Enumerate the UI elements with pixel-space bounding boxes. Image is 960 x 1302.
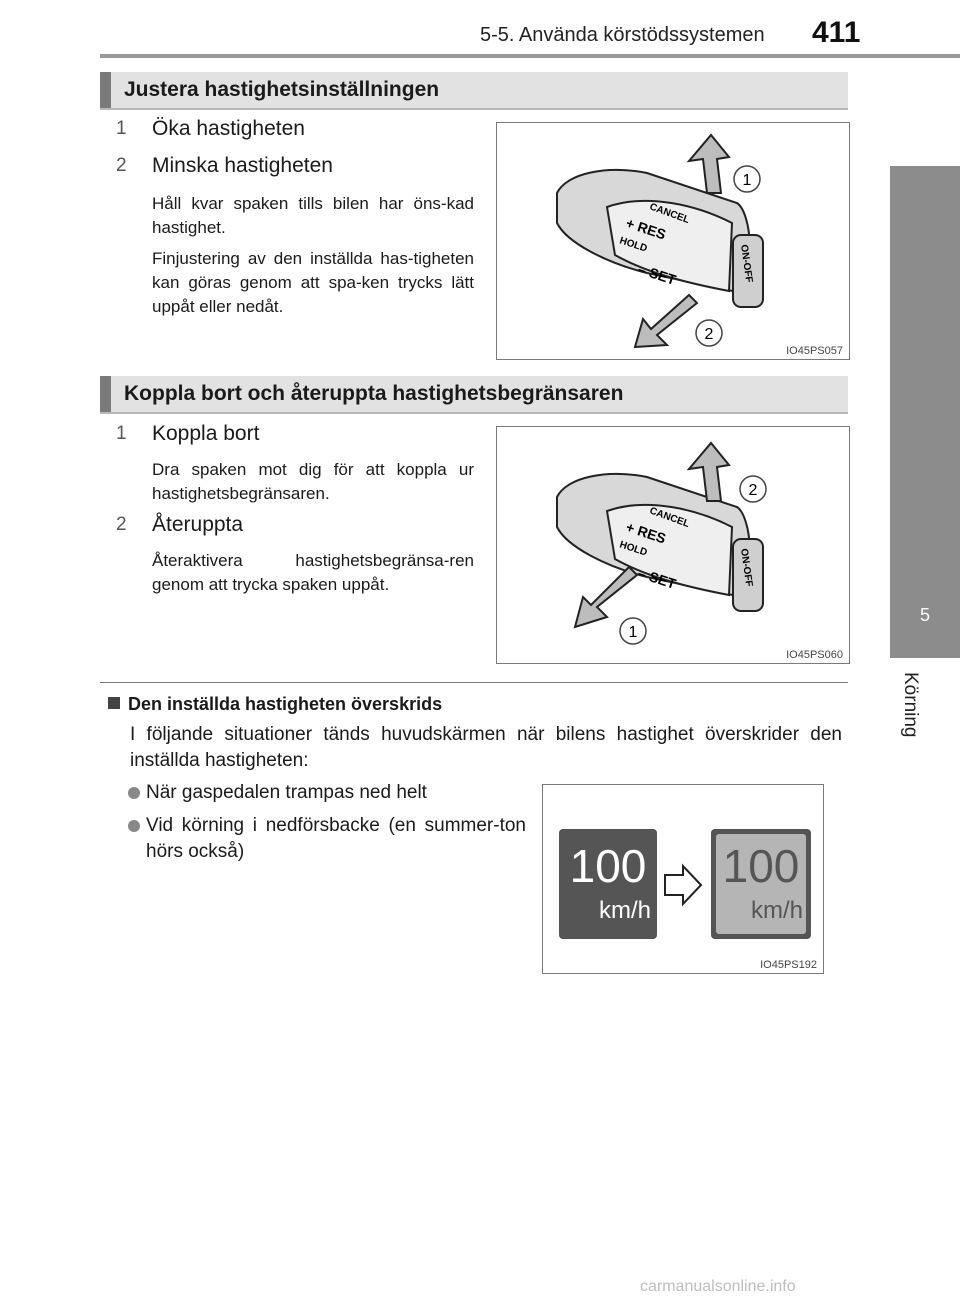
hold-label: HOLD [618, 539, 649, 559]
page-number: 411 [812, 16, 861, 49]
paragraph-hold-lever: Håll kvar spaken tills bilen har öns-kad hastighet. [152, 194, 474, 237]
onoff-label: ON-OFF [738, 547, 755, 588]
item-title-increase-speed: Öka hastigheten [152, 117, 305, 140]
watermark: carmanualsonline.info [640, 1278, 796, 1295]
onoff-label: ON-OFF [738, 243, 755, 284]
res-label: + RES [624, 214, 668, 243]
chapter-number: 5 [919, 605, 930, 625]
figure-code: IO45PS060 [786, 649, 843, 661]
arrow-down-icon [635, 295, 697, 347]
arrow-pull-icon [575, 567, 637, 627]
arrow-right-icon [663, 863, 703, 907]
callout-up: 1 [742, 172, 752, 189]
subheading-speed-exceeded: Den inställda hastigheten överskrids [108, 694, 442, 715]
speed-display-highlighted: 100 km/h [711, 829, 811, 939]
set-label: – SET [636, 564, 679, 592]
figure-speed-display [542, 784, 824, 974]
paragraph-speed-exceeded: I följande situationer tänds huvudskärmen när bilens hastighet överskrider den inställda hastigheten: [130, 724, 842, 771]
lever-illustration [497, 123, 849, 359]
running-header-section: 5-5. Använda körstödssystemen [480, 24, 765, 46]
bullet-icon [128, 787, 140, 799]
item-number: 1 [116, 423, 127, 444]
section-heading-disconnect-resume: Koppla bort och återuppta hastighetsbegränsaren [100, 376, 848, 414]
set-label: – SET [636, 260, 679, 288]
square-bullet-icon [108, 697, 120, 709]
item-title-decrease-speed: Minska hastigheten [152, 154, 333, 177]
callout-up: 2 [748, 482, 758, 499]
cancel-label: CANCEL [647, 505, 691, 531]
section-divider [100, 682, 848, 683]
item-number: 1 [116, 118, 127, 139]
callout-down: 2 [704, 326, 714, 343]
figure-lever-adjust [496, 122, 850, 360]
figure-code: IO45PS057 [786, 345, 843, 357]
item-title-disconnect: Koppla bort [152, 422, 260, 445]
lever-illustration [497, 427, 849, 663]
item-number: 2 [116, 514, 127, 535]
cancel-label: CANCEL [647, 201, 691, 227]
paragraph-disconnect: Dra spaken mot dig för att koppla ur hastighetsbegränsaren. [152, 460, 474, 503]
header-rule [100, 54, 960, 58]
paragraph-resume: Återaktivera hastighetsbegränsa-ren genom att trycka spaken uppåt. [152, 551, 474, 594]
bullet-icon [128, 820, 140, 832]
figure-code: IO45PS192 [760, 959, 817, 971]
hold-label: HOLD [618, 235, 649, 255]
callout-down: 1 [628, 624, 638, 641]
arrow-up-icon [689, 135, 729, 193]
item-number: 2 [116, 155, 127, 176]
paragraph-fine-adjust: Finjustering av den inställda has-tigheten kan göras genom att spa-ken trycks lätt uppåt eller nedåt. [152, 249, 474, 316]
chapter-label: Körning [900, 672, 921, 738]
item-title-resume: Återuppta [152, 513, 244, 536]
bullet-text: Vid körning i nedförsbacke (en summer-ton hörs också) [146, 815, 526, 862]
res-label: + RES [624, 518, 668, 547]
bullet-text: När gaspedalen trampas ned helt [146, 782, 427, 803]
section-heading-adjust-speed: Justera hastighetsinställningen [100, 72, 848, 110]
figure-lever-disconnect [496, 426, 850, 664]
chapter-tab [890, 166, 960, 658]
speed-display-dark: 100 km/h [559, 829, 657, 939]
